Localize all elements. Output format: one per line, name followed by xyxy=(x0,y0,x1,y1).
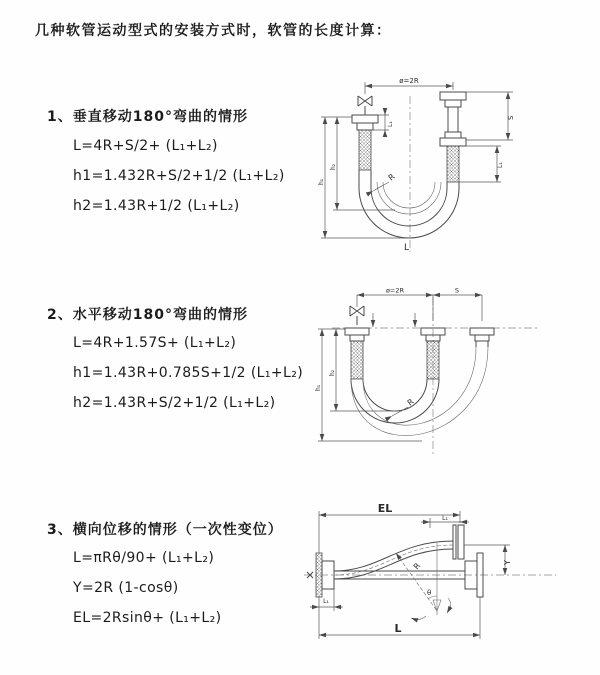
radius-leader xyxy=(366,172,397,197)
dim-label-l1-right: L₁ xyxy=(497,162,504,168)
right-pipe-flanges xyxy=(440,92,466,146)
dim-label-top-span: ø=2R xyxy=(399,77,419,85)
dimension-l1-bottom xyxy=(310,589,343,611)
dim-label-r: R xyxy=(386,172,397,183)
dimension-h2 xyxy=(329,329,402,411)
diagram-vertical-180-bend xyxy=(315,70,530,260)
dim-label-l: L xyxy=(394,622,402,635)
right-pipe-shifted xyxy=(470,328,494,347)
valve-icon xyxy=(350,306,364,325)
formula-line: EL=2Rsinθ+ (L₁+L₂) xyxy=(73,610,222,626)
diagram-lateral-displacement xyxy=(300,503,562,648)
dim-label-y: Y xyxy=(503,560,512,565)
dim-label-r: R xyxy=(411,561,423,572)
dim-label-r: R xyxy=(405,397,416,408)
formula-line: L=4R+S/2+ (L₁+L₂) xyxy=(73,138,218,154)
dim-label-h1: h₁ xyxy=(318,178,325,185)
dimension-l xyxy=(319,597,480,639)
dim-label-l1-bottom: L₁ xyxy=(323,598,329,605)
section-1-heading: 1、垂直移动180°弯曲的情形 xyxy=(47,109,248,125)
dim-label-l1-left: L₁ xyxy=(387,121,394,127)
radius-leader xyxy=(385,397,416,422)
dim-label-theta: θ xyxy=(427,589,432,597)
left-braided-hose-end xyxy=(359,130,371,170)
formula-line: h1=1.432R+S/2+1/2 (L₁+L₂) xyxy=(73,168,285,184)
dimension-l1-right xyxy=(459,146,504,182)
dimension-top-span xyxy=(357,287,482,322)
left-pipe xyxy=(345,328,369,379)
radius-leader xyxy=(412,561,423,571)
hose-u-bend-shifted xyxy=(351,347,488,436)
formula-line: L=4R+1.57S+ (L₁+L₂) xyxy=(73,335,237,351)
dim-label-s: S xyxy=(507,115,515,120)
dim-label-h2: h₂ xyxy=(329,369,336,376)
dim-label-h2: h₂ xyxy=(330,163,337,170)
dim-label-s: S xyxy=(454,286,460,295)
page-title: 几种软管运动型式的安装方式时，软管的长度计算： xyxy=(35,23,392,39)
formula-line: h2=1.43R+1/2 (L₁+L₂) xyxy=(73,198,240,214)
dim-label-l1-top: L₁ xyxy=(442,515,448,522)
section-2-heading: 2、水平移动180°弯曲的情形 xyxy=(47,307,248,323)
dimension-l1-top xyxy=(421,515,469,528)
formula-line: h2=1.43R+S/2+1/2 (L₁+L₂) xyxy=(73,395,276,411)
hose-u-bend-initial xyxy=(351,379,439,423)
hose-u-bend xyxy=(359,170,459,238)
diagram-horizontal-180-bend xyxy=(312,283,544,463)
formula-line: h1=1.43R+0.785S+1/2 (L₁+L₂) xyxy=(73,365,304,381)
section-3-heading: 3、横向位移的情形（一次性变位） xyxy=(47,522,283,538)
dimension-y xyxy=(464,545,512,575)
left-pipe-flange xyxy=(352,115,378,130)
dim-label-l: L xyxy=(404,243,410,253)
dim-label-top-span: ø=2R xyxy=(385,286,405,295)
dimension-s xyxy=(466,92,515,140)
movement-arrows xyxy=(371,313,418,327)
dimension-h1 xyxy=(315,329,422,441)
dim-label-el: EL xyxy=(377,503,393,515)
formula-line: Y=2R (1-cosθ) xyxy=(73,580,179,596)
dimension-top-span xyxy=(365,77,453,94)
formula-line: L=πRθ/90+ (L₁+L₂) xyxy=(73,550,215,566)
valve-icon xyxy=(358,96,372,115)
right-braided-hose-end xyxy=(447,146,459,182)
dim-label-h1: h₁ xyxy=(315,384,322,391)
